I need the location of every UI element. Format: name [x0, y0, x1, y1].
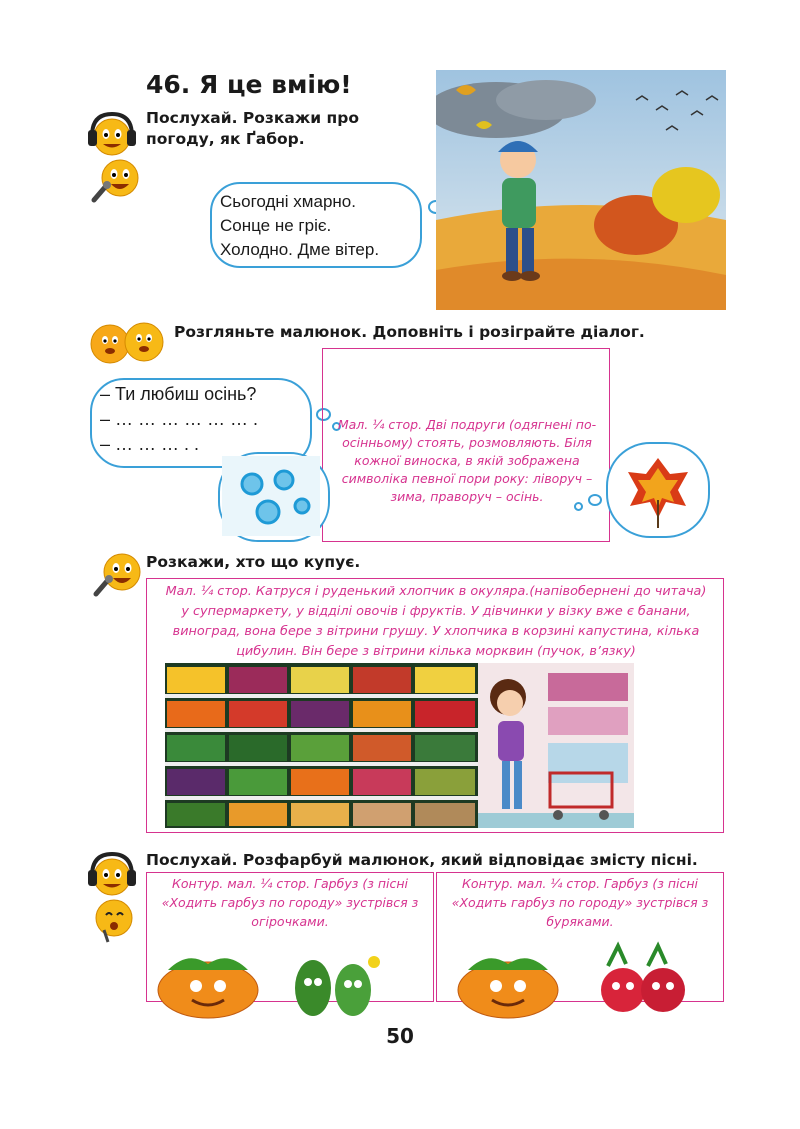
autumn-boy-illustration [436, 70, 726, 310]
pumpkin-beets-note: Контур. мал. ¼ стор. Гарбуз (з пісні «Ходить гарбуз по городу» зустрівся з буряками. [451, 876, 709, 929]
cloud-tail-bubble [588, 494, 602, 506]
dialog-line: – Ти любиш осінь? [100, 384, 257, 404]
microphone-emoji-icon [88, 550, 144, 600]
speech-line: Холодно. Дме вітер. [220, 240, 380, 259]
headphones-emoji-icon [86, 108, 138, 160]
task2-instruction: Розгляньте малюнок. Доповніть і розіграйте діалог. [174, 323, 645, 341]
placeholder-note: Мал. ¼ стор. Дві подруги (одягнені по-осінньому) стоять, розмовляють. Біля кожної виноска, в якій зображена символіка певної пори року: ліворуч – зима, праворуч – осінь. [337, 417, 597, 504]
snowflakes-icon [222, 456, 320, 536]
produce-shelves-image [165, 663, 478, 828]
page-number: 50 [386, 1024, 414, 1048]
two-talking-emojis-icon [88, 318, 168, 366]
speech-line: Сонце не гріє. [220, 216, 332, 235]
pumpkin-and-beets-image [448, 940, 710, 1020]
page-title: 46. Я це вмію! [146, 70, 352, 99]
autumn-leaves-icon [622, 450, 694, 530]
speech-line: Сьогодні хмарно. [220, 192, 356, 211]
task1-instruction-line1: Послухай. Розкажи про [146, 109, 359, 127]
headphones-emoji-icon [86, 848, 138, 900]
task1-instruction [146, 108, 359, 150]
task3-instruction: Розкажи, хто що купує. [146, 553, 361, 571]
task4-instruction: Послухай. Розфарбуй малюнок, який відповідає змісту пісні. [146, 851, 698, 869]
microphone-emoji-icon [86, 156, 142, 206]
task1-instruction-line2: погоду, як Ґабор. [146, 130, 305, 148]
pumpkin-cucumbers-note: Контур. мал. ¼ стор. Гарбуз (з пісні «Ходить гарбуз по городу» зустрівся з огірочками. [161, 876, 419, 929]
dialog-line: – … … … . . [100, 434, 200, 454]
supermarket-note: Мал. ¼ стор. Катруся і руденький хлопчик в окуляра.(напівобернені до читача) у супермаркету, у відділі овочів і фруктів. У дівчинки у візку вже є банани, виноград, вона бере з вітрини грушу. У хлопчика в корзині капустина, кілька цибулин. Він бере з вітрини кілька морквин (пучок, в’язку) [165, 584, 707, 659]
pumpkin-and-cucumbers-image [148, 940, 418, 1020]
dialog [100, 382, 258, 457]
dialog-line: – … … … … … … . [100, 409, 259, 429]
speech-text [220, 190, 379, 262]
girl-shopping-image [478, 663, 634, 828]
cloud-tail-bubble [574, 502, 583, 511]
singing-emoji-icon [86, 896, 138, 946]
